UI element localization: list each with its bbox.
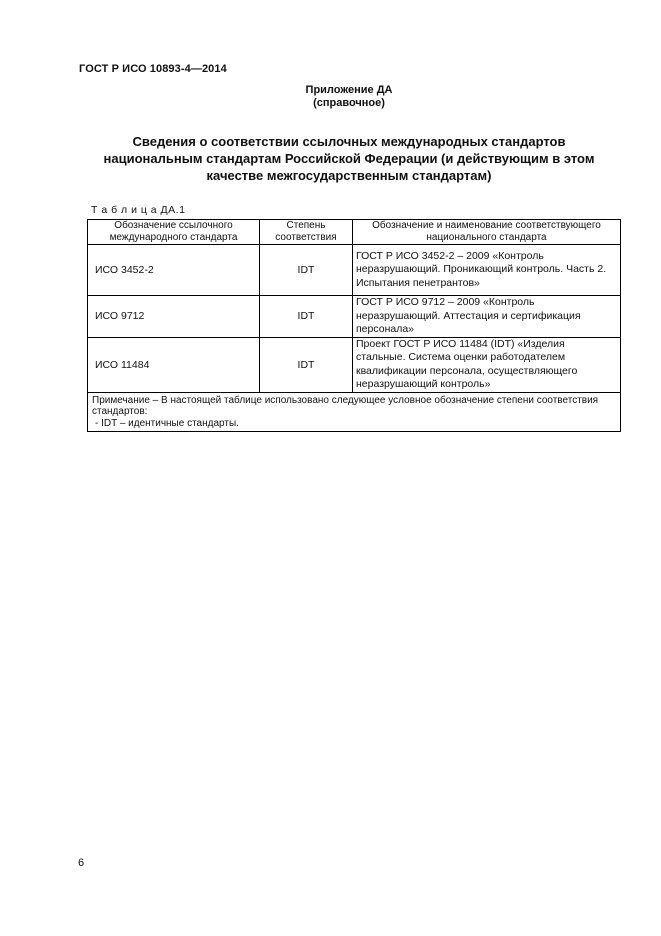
section-title-line: Сведения о соответствии ссылочных международных стандартов [132, 134, 566, 149]
table-row [88, 337, 621, 392]
header-national-standard: Обозначение и наименование соответствующего национального стандарта [353, 220, 621, 245]
table-note-row [88, 392, 621, 432]
table-row [88, 296, 621, 338]
intl-standard-cell: ИСО 11484 [88, 337, 260, 392]
header-degree: Степень соответствия [260, 220, 353, 245]
table-note-item: - IDT – идентичные стандарты. [95, 417, 239, 429]
header-intl-standard: Обозначение ссылочного международного стандарта [88, 220, 260, 245]
national-standard-cell: ГОСТ Р ИСО 9712 – 2009 «Контроль неразрушающий. Аттестация и сертификация персонала» [353, 296, 621, 338]
annex-title: Приложение ДА [305, 84, 393, 96]
section-title [79, 133, 619, 184]
intl-standard-cell: ИСО 9712 [88, 296, 260, 338]
section-title-line: национальным стандартам Российской Федерации (и действующим в этом [103, 151, 595, 166]
degree-cell: IDT [260, 296, 353, 338]
table-header-row [88, 220, 621, 245]
national-standard-cell: Проект ГОСТ Р ИСО 11484 (IDT) «Изделия стальные. Система оценки работодателем квалификации персонала, осуществляющего неразрушающий контроль» [353, 337, 621, 392]
annex-subtitle: (справочное) [313, 97, 385, 109]
standards-table [87, 219, 621, 432]
table-row [88, 245, 621, 296]
table-note-text: Примечание – В настоящей таблице использовано следующее условное обозначение степени соответствия стандартов: [92, 394, 599, 417]
degree-cell: IDT [260, 245, 353, 296]
intl-standard-cell: ИСО 3452-2 [88, 245, 260, 296]
section-title-line: качестве межгосударственным стандартам) [206, 168, 492, 183]
degree-cell: IDT [260, 337, 353, 392]
national-standard-cell: ГОСТ Р ИСО 3452-2 – 2009 «Контроль неразрушающий. Проникающий контроль. Часть 2. Испытания пенетрантов» [353, 245, 621, 296]
table-label: Т а б л и ц а ДА.1 [91, 204, 186, 216]
table-note [88, 392, 621, 432]
page-number: 6 [78, 857, 85, 869]
document-code: ГОСТ Р ИСО 10893-4—2014 [79, 63, 227, 75]
